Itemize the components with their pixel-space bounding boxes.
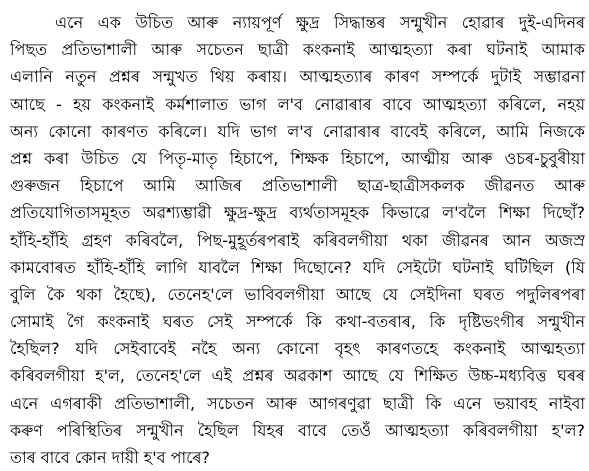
paragraph-line: বুলি কৈ থকা হৈছে), তেনেহ'লে ভাবিবলগীয়া আছে যে সেইদিনা ঘৰত পদুলিৰপৰা (10, 284, 585, 304)
paragraph-line: হৈছিল? যদি সেইবাবেই নহৈ অন্য কোনো বৃহৎ কাৰণতহে কংকনাই আত্মহত্যা (10, 339, 585, 359)
paragraph-line: কৰিবলগীয়া হ'ল, তেনেহ'লে এই প্ৰশ্নৰ অৱকাশ আছে যে শিক্ষিত উচ্চ-মধ্যবিত্ত ঘৰৰ (10, 366, 585, 386)
paragraph-line: সোমাই গৈ কংকনাই ঘৰত সেই সম্পৰ্কে কি কথা-বতৰাৰ, কি দৃষ্টিভংগীৰ সন্মুখীন (10, 312, 585, 332)
paragraph-line: গুৰুজন হিচাপে আমি আজিৰ প্ৰতিভাশালী ছাত্ৰ-ছাত্ৰীসকলক জীৱনত আৰু (10, 176, 585, 196)
paragraph-line: আছে - হয় কংকনাই কৰ্মশালাত ভাগ ল'ব নোৱাৰাৰ বাবে আত্মহত্যা কৰিলে, নহয় (10, 94, 585, 114)
paragraph-line: পিছত প্ৰতিভাশালী আৰু সচেতন ছাত্ৰী কংকনাই আত্মহত্যা কৰা ঘটনাই আমাক (10, 40, 585, 60)
paragraph-line: প্ৰতিযোগিতাসমূহত অৱশ্যম্ভাৱী ক্ষুদ্ৰ-ক্ষুদ্ৰ ব্যৰ্থতাসমূহক কিভাৱে ল'বলৈ শিক্ষা দিছোঁ? (10, 203, 585, 223)
paragraph-line: কৰুণ পৰিস্থিতিৰ সন্মুখীন হৈছিল যিহৰ বাবে তেওঁ আত্মহত্যা কৰিবলগীয়া হ'ল? (10, 420, 585, 440)
paragraph-line: হাঁহি-হাঁহি গ্ৰহণ কৰিবলৈ, পিছ-মুহূৰ্তৰপৰাই কৰিবলগীয়া থকা জীৱনৰ আন অজস্ৰ (10, 230, 585, 250)
paragraph-line: কামবোৰত হাঁহি-হাঁহি লাগি যাবলৈ শিক্ষা দিছোনে? যদি সেইটো ঘটনাই ঘটিছিল (যি (10, 257, 585, 277)
paragraph-line: এলানি নতুন প্ৰশ্নৰ সন্মুখত থিয় কৰায়। আত্মহত্যাৰ কাৰণ সম্পৰ্কে দুটাই সম্ভাৱনা (10, 67, 585, 87)
paragraph-line: তাৰ বাবে কোন দায়ী হ'ব পাৰে? (10, 448, 211, 467)
paragraph-line: এনে এক উচিত আৰু ন্যায়পূৰ্ণ ক্ষুদ্ৰ সিদ্ধান্তৰ সন্মুখীন হোৱাৰ দুই-এদিনৰ (55, 13, 585, 32)
paragraph-line: অন্য কোনো কাৰণত কৰিলে। যদি ভাগ ল'ব নোৱাৰাৰ বাবেই কৰিলে, আমি নিজকে (10, 121, 585, 141)
paragraph-line: এনে এগৰাকী প্ৰতিভাশালী, সচেতন আৰু আগৰণুৱা ছাত্ৰী কি এনে ভয়াবহ নাইবা (10, 393, 585, 413)
paragraph-line: প্ৰশ্ন কৰা উচিত যে পিতৃ-মাতৃ হিচাপে, শিক্ষক হিচাপে, আত্মীয় আৰু ওচৰ-চুবুৰীয়া (10, 148, 585, 168)
